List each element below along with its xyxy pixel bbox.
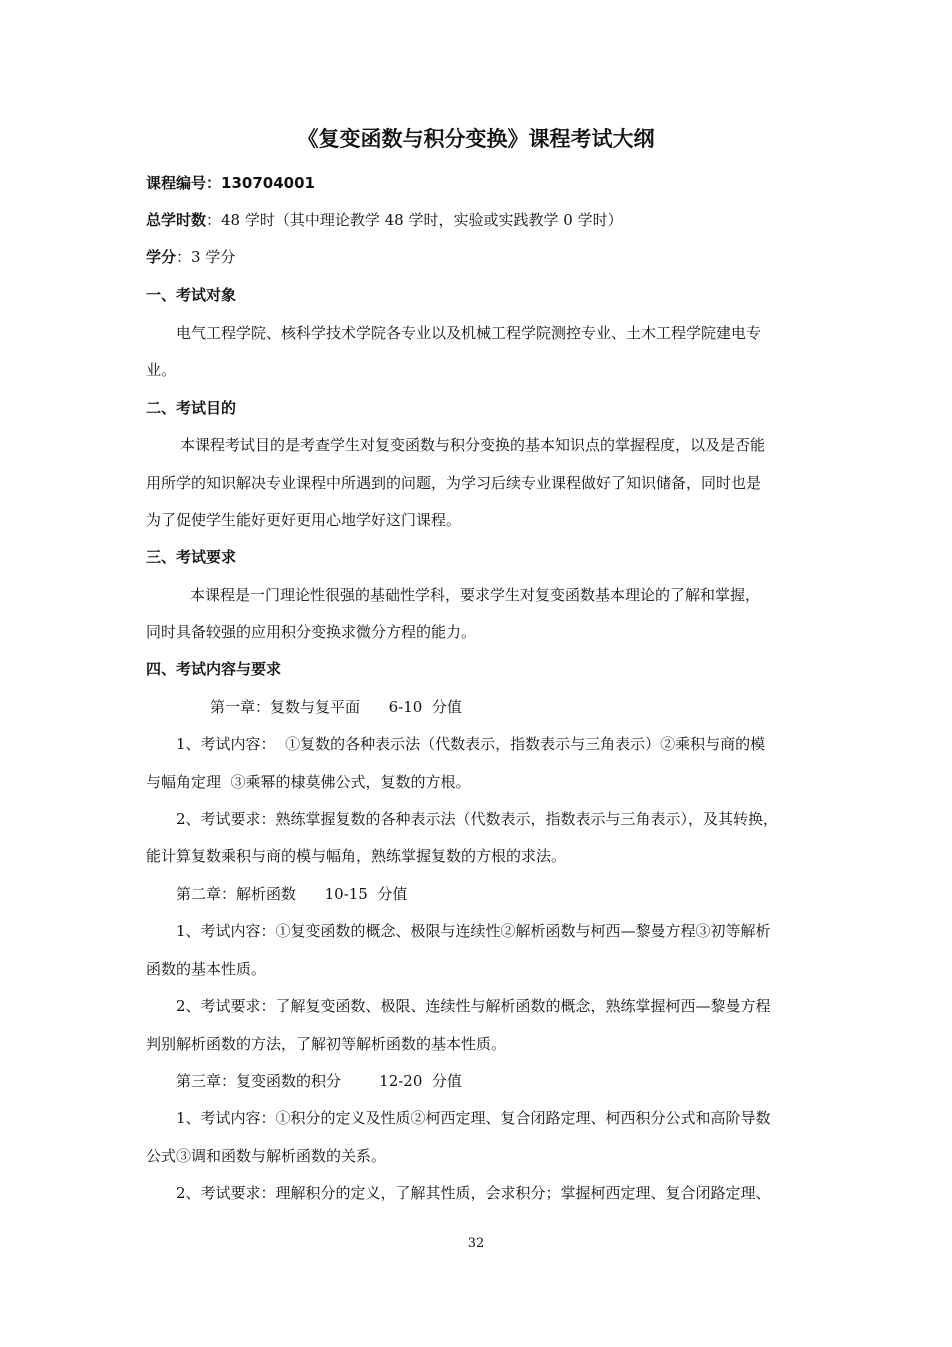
course-code-label: 课程编号： — [146, 174, 222, 192]
chapter-3-content-1: 1、考试内容：①积分的定义及性质②柯西定理、复合闭路定理、柯西积分公式和高阶导数 — [176, 1109, 771, 1127]
chapter-3-title: 第三章：复变函数的积分 12-20 分值 — [176, 1072, 462, 1090]
total-hours-value: ：48 学时（其中理论教学 48 学时，实验或实践教学 0 学时） — [206, 211, 623, 229]
exam-target-text-1: 电气工程学院、核科学技术学院各专业以及机械工程学院测控专业、土木工程学院建电专 — [176, 324, 762, 342]
chapter-2-requirements-2: 判别解析函数的方法，了解初等解析函数的基本性质。 — [146, 1035, 507, 1053]
total-hours-label: 总学时数 — [146, 211, 207, 229]
chapter-1-title: 第一章：复数与复平面 6-10 分值 — [210, 698, 462, 716]
section-heading-exam-requirements: 三、考试要求 — [146, 548, 237, 566]
chapter-3-requirements-1: 2、考试要求：理解积分的定义，了解其性质，会求积分；掌握柯西定理、复合闭路定理、 — [176, 1184, 771, 1202]
chapter-1-requirements-2: 能计算复数乘积与商的模与幅角，熟练掌握复数的方根的求法。 — [146, 847, 567, 865]
credit-line — [146, 245, 836, 269]
chapter-1-content-2: 与幅角定理 ③乘幂的棣莫佛公式，复数的方根。 — [146, 773, 471, 791]
exam-purpose-text-1: 本课程考试目的是考查学生对复变函数与积分变换的基本知识点的掌握程度，以及是否能 — [180, 436, 766, 454]
exam-requirements-text-1: 本课程是一门理论性很强的基础性学科，要求学生对复变函数基本理论的了解和掌握， — [190, 586, 761, 604]
course-code-value: 130704001 — [221, 174, 315, 192]
chapter-2-content-2: 函数的基本性质。 — [146, 960, 267, 978]
section-heading-exam-target: 一、考试对象 — [146, 286, 237, 304]
chapter-1-content-1: 1、考试内容： ①复数的各种表示法（代数表示，指数表示与三角表示）②乘积与商的模 — [176, 735, 766, 753]
page-title: 《复变函数与积分变换》课程考试大纲 — [297, 127, 655, 151]
chapter-2-title: 第二章：解析函数 10-15 分值 — [176, 885, 408, 903]
exam-requirements-text-2: 同时具备较强的应用积分变换求微分方程的能力。 — [146, 623, 477, 641]
chapter-1-requirements-1: 2、考试要求：熟练掌握复数的各种表示法（代数表示，指数表示与三角表示），及其转换， — [176, 810, 779, 828]
section-heading-exam-content: 四、考试内容与要求 — [146, 660, 282, 678]
section-heading-exam-purpose: 二、考试目的 — [146, 399, 237, 417]
exam-target-text-2: 业。 — [146, 361, 177, 379]
exam-purpose-text-2: 用所学的知识解决专业课程中所遇到的问题，为学习后续专业课程做好了知识储备，同时也是 — [146, 474, 762, 492]
credit-label: 学分 — [146, 248, 177, 266]
total-hours-line — [146, 208, 836, 232]
page-number: 32 — [467, 1236, 485, 1251]
chapter-2-content-1: 1、考试内容：①复变函数的概念、极限与连续性②解析函数与柯西—黎曼方程③初等解析 — [176, 922, 771, 940]
credit-value: ：3 学分 — [176, 248, 236, 266]
chapter-2-requirements-1: 2、考试要求：了解复变函数、极限、连续性与解析函数的概念，熟练掌握柯西—黎曼方程 — [176, 997, 771, 1015]
course-code-line — [146, 171, 836, 195]
exam-purpose-text-3: 为了促使学生能好更好更用心地学好这门课程。 — [146, 511, 462, 529]
chapter-3-content-2: 公式③调和函数与解析函数的关系。 — [146, 1147, 387, 1165]
